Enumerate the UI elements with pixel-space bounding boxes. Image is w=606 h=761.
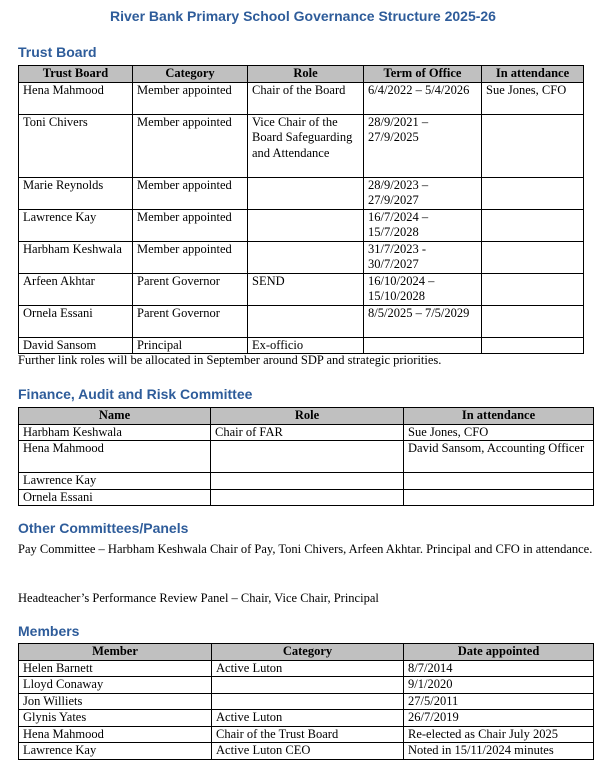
column-header: Role xyxy=(248,66,364,83)
table-row xyxy=(19,726,594,743)
table-row xyxy=(19,693,594,710)
table-cell: Re-elected as Chair July 2025 xyxy=(404,726,594,743)
table-cell xyxy=(212,677,404,694)
table-row xyxy=(19,743,594,760)
table-cell xyxy=(248,241,364,273)
table-cell xyxy=(482,209,584,241)
table-cell: Parent Governor xyxy=(133,273,248,305)
column-header: Category xyxy=(212,644,404,661)
table-cell: Member appointed xyxy=(133,82,248,114)
pay-committee-text: Pay Committee – Harbham Keshwala Chair of Pay, Toni Chivers, Arfeen Akhtar. Principal and CFO in attendance. xyxy=(18,542,593,556)
table-row xyxy=(19,273,584,305)
table-row xyxy=(19,209,584,241)
table-cell xyxy=(404,473,594,490)
document-title: River Bank Primary School Governance Structure 2025-26 xyxy=(110,8,496,24)
table-cell: 16/10/2024 – 15/10/2028 xyxy=(364,273,482,305)
table-cell: Active Luton CEO xyxy=(212,743,404,760)
table-cell xyxy=(248,177,364,209)
table-cell xyxy=(248,305,364,337)
table-cell: Harbham Keshwala xyxy=(19,241,133,273)
table-cell xyxy=(211,441,404,473)
table-row xyxy=(19,710,594,727)
column-header: Role xyxy=(211,408,404,425)
table-cell xyxy=(211,473,404,490)
members-table xyxy=(18,643,594,760)
column-header: Date appointed xyxy=(404,644,594,661)
column-header: Term of Office xyxy=(364,66,482,83)
table-cell xyxy=(482,177,584,209)
column-header: In attendance xyxy=(404,408,594,425)
table-cell: Active Luton xyxy=(212,710,404,727)
table-cell: Hena Mahmood xyxy=(19,726,212,743)
table-cell: Toni Chivers xyxy=(19,114,133,177)
table-cell: Active Luton xyxy=(212,660,404,677)
table-cell: Member appointed xyxy=(133,177,248,209)
column-header: Trust Board xyxy=(19,66,133,83)
table-cell: 9/1/2020 xyxy=(404,677,594,694)
table-cell: Lawrence Kay xyxy=(19,743,212,760)
far-table xyxy=(18,407,594,506)
performance-review-text: Headteacher’s Performance Review Panel – Chair, Vice Chair, Principal xyxy=(18,591,379,605)
table-cell: 6/4/2022 – 5/4/2026 xyxy=(364,82,482,114)
column-header: Category xyxy=(133,66,248,83)
table-cell: 28/9/2021 – 27/9/2025 xyxy=(364,114,482,177)
table-row xyxy=(19,305,584,337)
table-row xyxy=(19,473,594,490)
table-cell: Marie Reynolds xyxy=(19,177,133,209)
table-cell: Jon Williets xyxy=(19,693,212,710)
table-cell xyxy=(482,241,584,273)
table-cell: Chair of the Trust Board xyxy=(212,726,404,743)
column-header: Name xyxy=(19,408,211,425)
table-cell: Noted in 15/11/2024 minutes xyxy=(404,743,594,760)
table-cell: Lawrence Kay xyxy=(19,473,211,490)
table-cell: Arfeen Akhtar xyxy=(19,273,133,305)
table-cell: David Sansom xyxy=(19,337,133,354)
table-cell: Ex-officio xyxy=(248,337,364,354)
table-cell xyxy=(404,489,594,506)
table-row xyxy=(19,177,584,209)
table-cell: Vice Chair of the Board Safeguarding and Attendance xyxy=(248,114,364,177)
table-cell: Ornela Essani xyxy=(19,489,211,506)
table-row xyxy=(19,114,584,177)
table-row xyxy=(19,441,594,473)
table-cell: 16/7/2024 – 15/7/2028 xyxy=(364,209,482,241)
table-cell: Parent Governor xyxy=(133,305,248,337)
table-cell: 26/7/2019 xyxy=(404,710,594,727)
table-cell: Harbham Keshwala xyxy=(19,424,211,441)
table-cell: Member appointed xyxy=(133,241,248,273)
table-cell xyxy=(248,209,364,241)
table-row xyxy=(19,489,594,506)
table-cell: 31/7/2023 - 30/7/2027 xyxy=(364,241,482,273)
table-cell: Hena Mahmood xyxy=(19,441,211,473)
other-committees-heading: Other Committees/Panels xyxy=(18,520,189,536)
table-cell: Lloyd Conaway xyxy=(19,677,212,694)
table-cell: Helen Barnett xyxy=(19,660,212,677)
table-cell: Sue Jones, CFO xyxy=(482,82,584,114)
table-cell: Sue Jones, CFO xyxy=(404,424,594,441)
table-cell xyxy=(211,489,404,506)
table-cell xyxy=(482,273,584,305)
table-row xyxy=(19,660,594,677)
table-cell: 8/5/2025 – 7/5/2029 xyxy=(364,305,482,337)
table-cell xyxy=(482,305,584,337)
table-row xyxy=(19,241,584,273)
table-header-row xyxy=(19,644,594,661)
table-cell: Ornela Essani xyxy=(19,305,133,337)
table-cell: Glynis Yates xyxy=(19,710,212,727)
column-header: Member xyxy=(19,644,212,661)
trust-board-table xyxy=(18,65,584,354)
table-cell: Chair of the Board xyxy=(248,82,364,114)
far-heading: Finance, Audit and Risk Committee xyxy=(18,386,253,402)
members-heading: Members xyxy=(18,623,80,639)
table-cell: Member appointed xyxy=(133,209,248,241)
table-cell xyxy=(482,114,584,177)
table-cell: Member appointed xyxy=(133,114,248,177)
table-cell: Chair of FAR xyxy=(211,424,404,441)
table-row xyxy=(19,82,584,114)
table-cell: Lawrence Kay xyxy=(19,209,133,241)
table-row xyxy=(19,677,594,694)
trust-board-note: Further link roles will be allocated in September around SDP and strategic priorities. xyxy=(18,353,442,367)
table-header-row xyxy=(19,408,594,425)
table-cell: 8/7/2014 xyxy=(404,660,594,677)
table-cell xyxy=(212,693,404,710)
table-cell: SEND xyxy=(248,273,364,305)
table-cell: David Sansom, Accounting Officer xyxy=(404,441,594,473)
table-row xyxy=(19,424,594,441)
table-cell: 27/5/2011 xyxy=(404,693,594,710)
trust-board-heading: Trust Board xyxy=(18,44,97,60)
table-cell: Hena Mahmood xyxy=(19,82,133,114)
table-cell: 28/9/2023 – 27/9/2027 xyxy=(364,177,482,209)
table-header-row xyxy=(19,66,584,83)
table-cell: Principal xyxy=(133,337,248,354)
column-header: In attendance xyxy=(482,66,584,83)
